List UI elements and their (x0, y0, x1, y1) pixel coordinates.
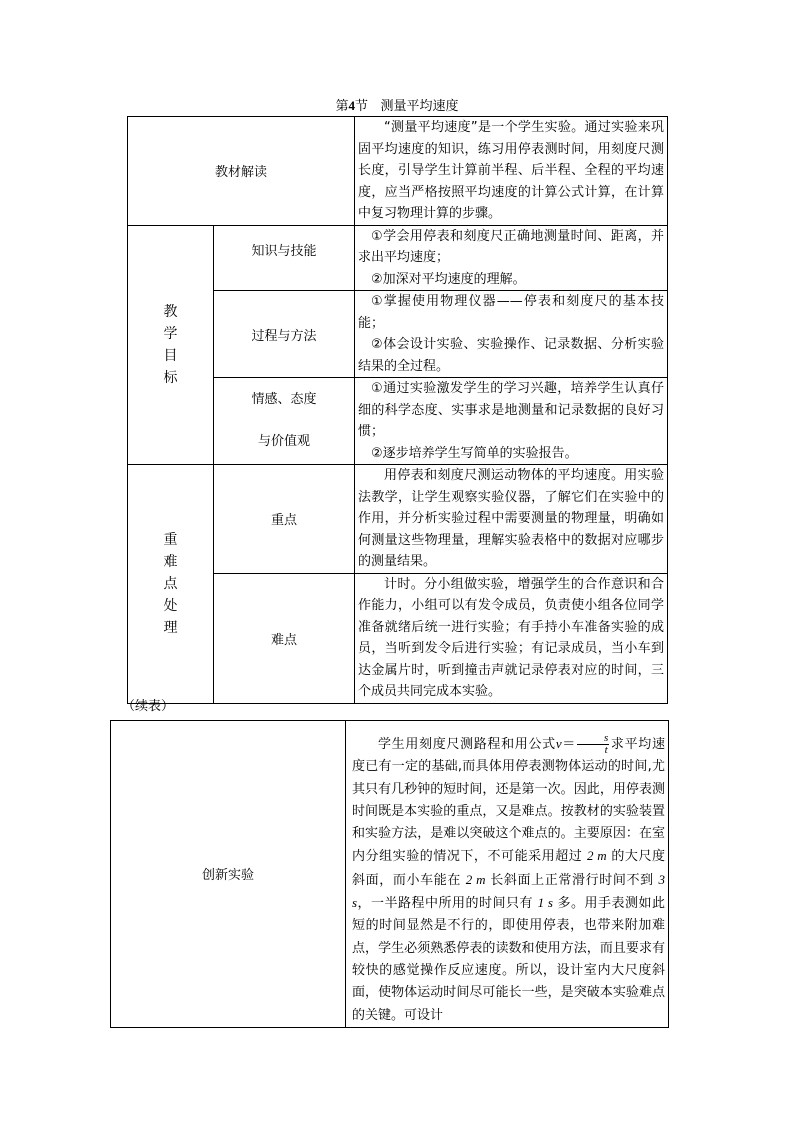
innovation-table (110, 720, 669, 1028)
page-title: 第4节 测量平均速度 (335, 98, 459, 114)
difficulty-label: 难点 (214, 573, 355, 703)
table-row (128, 117, 668, 226)
table-row (111, 721, 669, 1028)
attitude-values-label: 情感、态度 与价值观 (214, 378, 355, 465)
focus-text: 用停表和刻度尺测运动物体的平均速度。用实验法教学，让学生观察实验仪器，了解它们在实验中的作用，并分析实验过程中需要测量的物理量，明确如何测量这些物理量，理解实验表格中的数据对应哪步的测量结果。 (355, 465, 668, 574)
textbook-label: 教材解读 (128, 117, 355, 226)
keypoints-group-label: 重 难 点 处 理 (128, 465, 214, 704)
textbook-text: “测量平均速度”是一个学生实验。通过实验来巩固平均速度的知识，练习用停表测时间，用刻度尺测长度，引导学生计算前半程、后半程、全程的平均速度，应当严格按照平均速度的计算公式计算，在计算中复习物理计算的步骤。 (355, 117, 668, 226)
process-method-text: ①掌握使用物理仪器——停表和刻度尺的基本技能； ②体会设计实验、实验操作、记录数据、分析实验结果的全过程。 (355, 291, 668, 378)
innovation-label: 创新实验 (111, 721, 346, 1028)
process-method-label: 过程与方法 (214, 291, 355, 378)
table-row (128, 225, 668, 291)
focus-label: 重点 (214, 465, 355, 574)
knowledge-skills-label: 知识与技能 (214, 225, 355, 291)
lesson-plan-table (127, 116, 668, 704)
difficulty-text: 计时。分小组做实验，增强学生的合作意识和合作能力，小组可以有发令成员，负责使小组各位同学准备就绪后统一进行实验；有手持小车准备实验的成员，当听到发令后进行实验；有记录成员，当小车到达金属片时，听到撞击声就记录停表对应的时间，三个成员共同完成本实验。 (355, 573, 668, 703)
goals-group-label: 教 学 目 标 (128, 225, 214, 465)
table-row (128, 465, 668, 574)
innovation-text: 学生用刻度尺测路程和用公式v＝ $\frac{s}{t}$ 求平均速度已有一定的基础,而具体用停表测物体运动的时间,尤其只有几秒钟的短时间，还是第一次。因此，用停表测时间既是本实验的重点，又是难点。按教材的实验装置和实验方法，是难以突破这个难点的。主要原因：在室内分组实验的情况下，不可能采用超过 2 m 的大尺度斜面，而小车能在 2 m 长斜面上正常滑行时间不到 3 s，一半路程中所用的时间只有 1 s 多。用手表测如此短的时间显然是不行的，即使用停表，也带来附加难点，学生必须熟悉停表的读数和使用方法，而且要求有较快的感觉操作反应速度。所以，设计室内大尺度斜面，使物体运动时间尽可能长一些，是突破本实验难点的关键。可设计 (346, 721, 669, 1028)
attitude-values-text: ①通过实验激发学生的学习兴趣，培养学生认真仔细的科学态度、实事求是地测量和记录数据的良好习惯； ②逐步培养学生写简单的实验报告。 (355, 378, 668, 465)
knowledge-skills-text: ①学会用停表和刻度尺正确地测量时间、距离，并求出平均速度； ②加深对平均速度的理解。 (355, 225, 668, 291)
continued-label: （续表） (122, 699, 175, 714)
formula-fraction: $\frac{s}{t}$ (577, 733, 609, 756)
